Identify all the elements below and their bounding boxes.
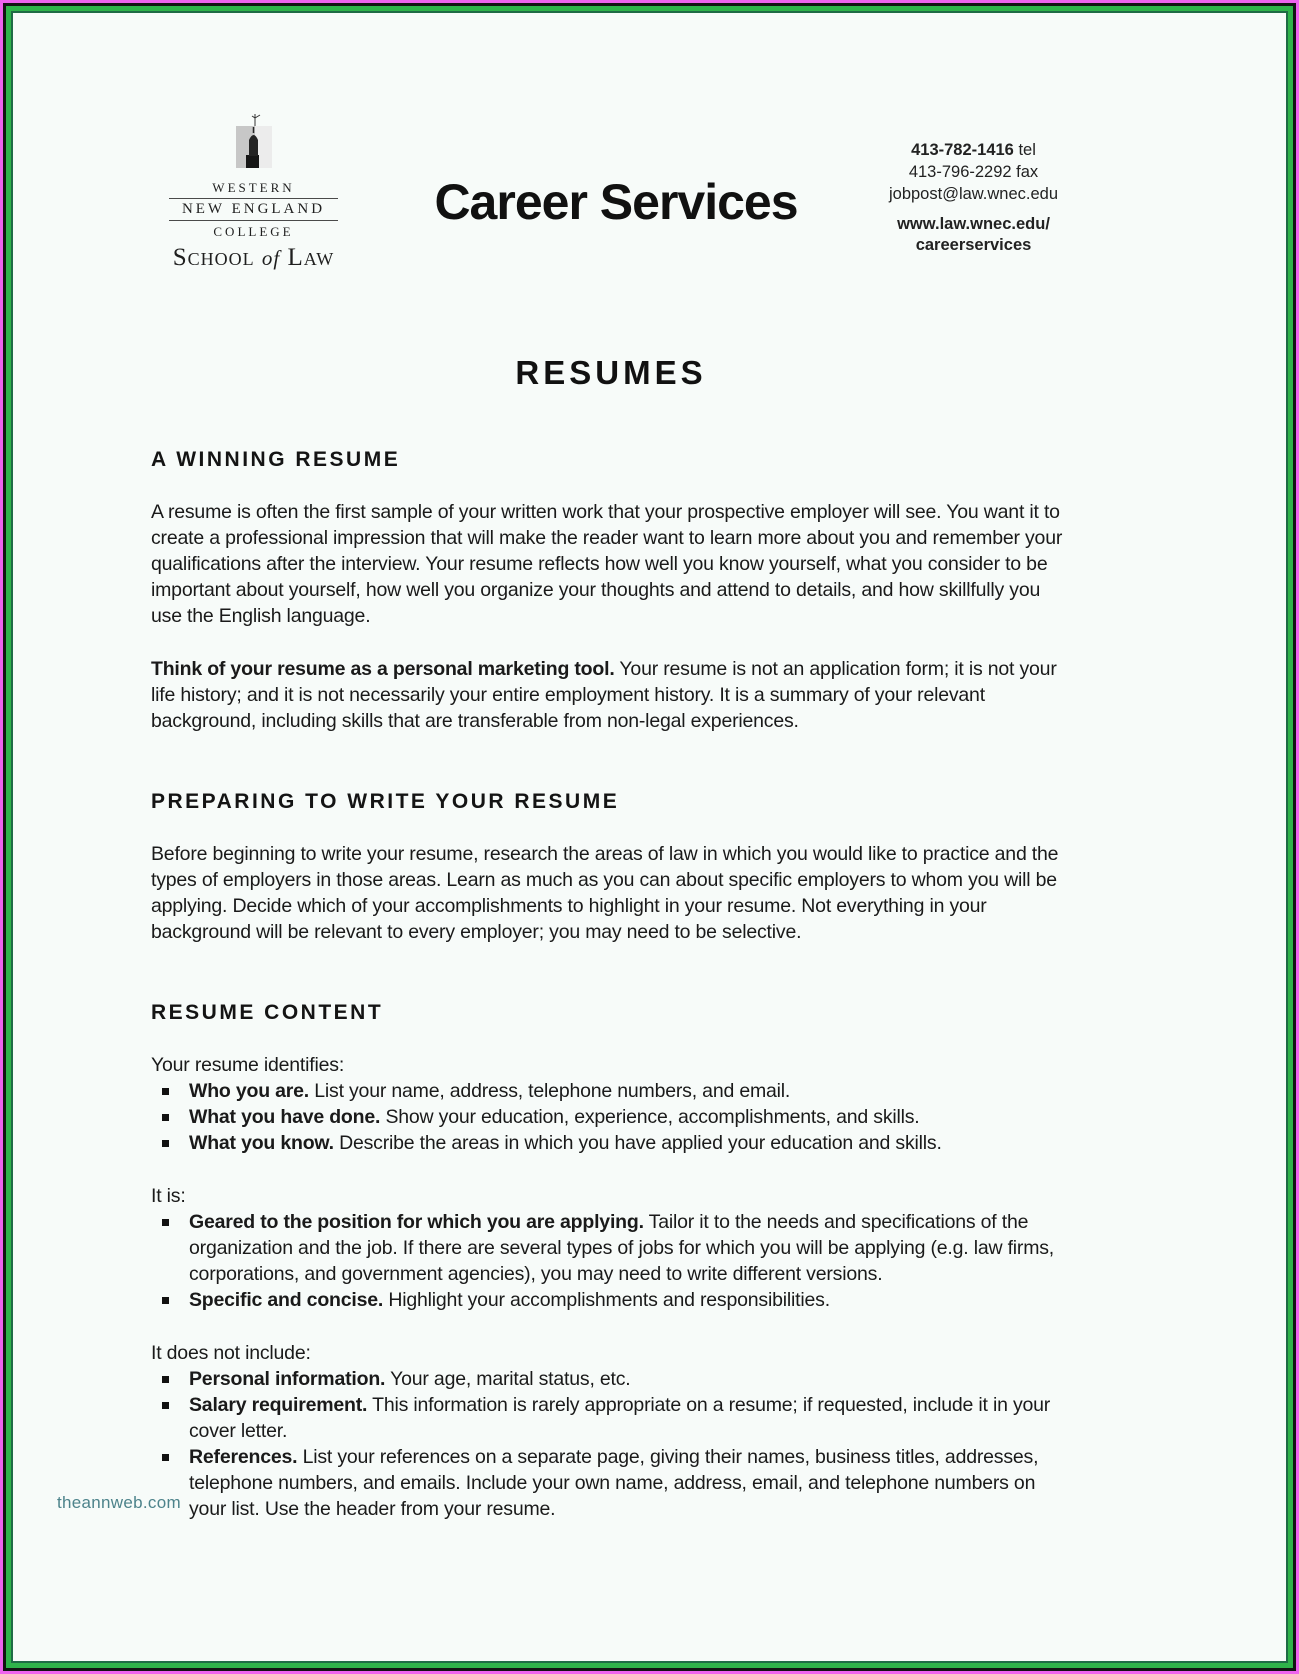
list-item	[151, 1444, 1071, 1522]
paragraph	[151, 499, 1071, 629]
document-title: RESUMES	[515, 354, 707, 391]
bullet-square-icon	[162, 1376, 169, 1383]
bullet-square-icon	[162, 1297, 169, 1304]
bullet-body: This information is rarely appropriate on a resume; if requested, include it in your cover letter.	[189, 1394, 1051, 1442]
document-body	[151, 354, 1071, 1522]
section-preparing-to-write	[151, 790, 1071, 945]
paragraph-text: A resume is often the first sample of your written work that your prospective employer will see. You want it to create a professional impression that will make the reader want to learn more about you and remember your qualifications after the interview. Your resume reflects how well you know yourself, what you consider to be important about yourself, how well you organize your thoughts and attend to details, and how skillfully you use the English language.	[151, 501, 1063, 627]
logo-divider	[169, 198, 338, 199]
bullet-list	[151, 1366, 1071, 1522]
bullet-lead: Personal information.	[189, 1368, 386, 1390]
school-of-word: of	[261, 246, 281, 270]
watermark: theannweb.com	[57, 1493, 181, 1512]
list-item	[151, 1392, 1071, 1444]
bullet-square-icon	[162, 1219, 169, 1226]
fax-line	[876, 161, 1071, 183]
green-border	[6, 6, 1293, 1668]
bullet-square-icon	[162, 1114, 169, 1121]
bullet-lead: References.	[189, 1446, 298, 1468]
bullet-body: Your age, marital status, etc.	[385, 1368, 631, 1390]
bullet-lead: Salary requirement.	[189, 1394, 368, 1416]
fax-number: 413-796-2292	[908, 163, 1012, 181]
bullet-lead: What you know.	[189, 1132, 334, 1154]
bullet-square-icon	[162, 1402, 169, 1409]
bullet-square-icon	[162, 1140, 169, 1147]
logo-text-new-england: NEW ENGLAND	[181, 201, 326, 217]
website-url	[876, 214, 1071, 256]
list-item	[151, 1130, 1071, 1156]
bullet-lead: What you have done.	[189, 1106, 381, 1128]
group-resume-identifies	[151, 1052, 1071, 1156]
paragraph	[151, 656, 1071, 734]
school-word: School	[172, 244, 255, 271]
paragraph-lead: Think of your resume as a personal marketing tool.	[151, 658, 615, 680]
fax-label: fax	[1016, 163, 1039, 181]
logo-text-college: COLLEGE	[213, 224, 294, 239]
list-item	[151, 1104, 1071, 1130]
list-item	[151, 1078, 1071, 1104]
bullet-body: List your references on a separate page, giving their names, business titles, addresses, telephone numbers, and emails. Include your own name, address, email, and telephone numbers on your list. Use the header from your resume.	[189, 1446, 1039, 1520]
tel-label: tel	[1018, 141, 1036, 159]
list-item	[151, 1366, 1071, 1392]
paragraph-text: Your resume is not an application form; it is not your life history; and it is not necessarily your entire employment history. It is a summary of your relevant background, including skills that are transferable from non-legal experiences.	[151, 658, 1057, 732]
paragraph	[151, 841, 1071, 945]
section-resume-content	[151, 1001, 1071, 1522]
list-intro: It is:	[151, 1185, 186, 1207]
college-tower-icon	[232, 113, 276, 175]
bullet-square-icon	[162, 1454, 169, 1461]
logo-divider	[169, 220, 338, 221]
bullet-list	[151, 1078, 1071, 1156]
black-border	[3, 3, 1296, 1671]
section-a-winning-resume	[151, 448, 1071, 734]
section-heading: RESUME CONTENT	[151, 1001, 384, 1024]
email-address: jobpost@law.wnec.edu	[888, 185, 1059, 203]
bullet-square-icon	[162, 1088, 169, 1095]
website-line1: www.law.wnec.edu/	[897, 215, 1050, 233]
list-intro: It does not include:	[151, 1342, 311, 1364]
bullet-body: Tailor it to the needs and specifications of the organization and the job. If there are several types of jobs for which you will be applying (e.g. law firms, corporations, and government agencies), you may need to write different versions.	[189, 1211, 1055, 1285]
bullet-lead: Who you are.	[189, 1080, 310, 1102]
law-word: Law	[287, 244, 335, 271]
college-logo	[151, 113, 356, 272]
dark-green-border	[11, 11, 1288, 1663]
bullet-list	[151, 1209, 1071, 1313]
group-it-is	[151, 1183, 1071, 1313]
document-page	[13, 13, 1286, 1661]
page-title: Career Services	[434, 174, 798, 230]
list-intro: Your resume identifies:	[151, 1054, 345, 1076]
paragraph-text: Before beginning to write your resume, research the areas of law in which you would like to practice and the types of employers in those areas. Learn as much as you can about specific employers to whom you will be applying. Decide which of your accomplishments to highlight in your resume. Not everything in your background will be relevant to every employer; you may need to be selective.	[151, 843, 1059, 943]
contact-block	[876, 139, 1071, 256]
logo-text-school-of-law	[151, 244, 356, 272]
list-item	[151, 1209, 1071, 1287]
bullet-body: Show your education, experience, accomplishments, and skills.	[380, 1106, 920, 1128]
bullet-lead: Geared to the position for which you are applying.	[189, 1211, 644, 1233]
logo-text-western: WESTERN	[212, 180, 295, 195]
section-heading: A WINNING RESUME	[151, 448, 401, 471]
group-it-does-not-include	[151, 1340, 1071, 1522]
bullet-body: Highlight your accomplishments and responsibilities.	[383, 1289, 830, 1311]
section-heading: PREPARING TO WRITE YOUR RESUME	[151, 790, 620, 813]
bullet-body: Describe the areas in which you have applied your education and skills.	[333, 1132, 942, 1154]
bullet-body: List your name, address, telephone numbers, and email.	[309, 1080, 791, 1102]
website-line2: careerservices	[915, 236, 1032, 254]
letterhead	[151, 113, 1071, 272]
list-item	[151, 1287, 1071, 1313]
tel-number: 413-782-1416	[911, 141, 1014, 159]
bullet-lead: Specific and concise.	[189, 1289, 384, 1311]
phone-line	[876, 139, 1071, 161]
